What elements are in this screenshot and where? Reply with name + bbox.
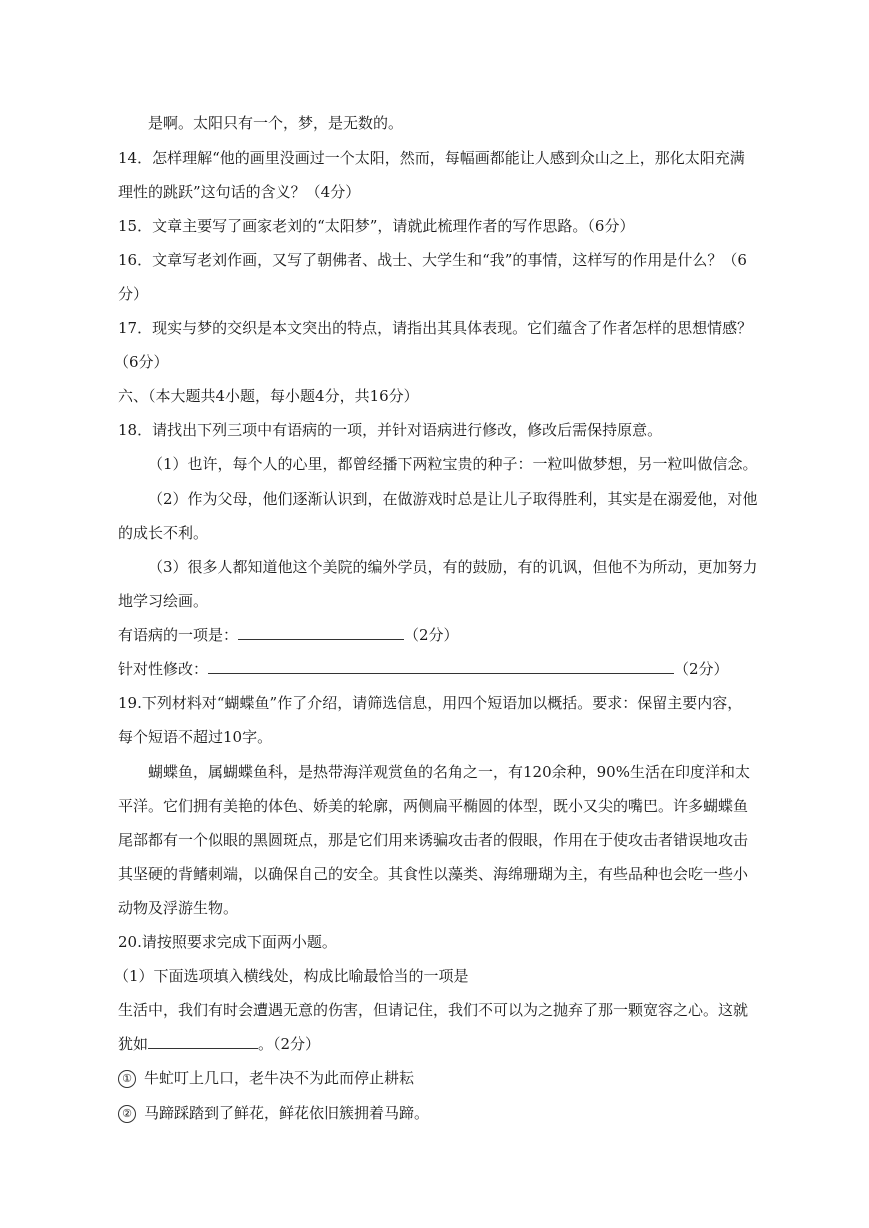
answer-score: （2分） xyxy=(404,626,459,644)
passage-line: 动物及浮游生物。 xyxy=(118,899,239,917)
answer-blank[interactable] xyxy=(208,659,674,674)
answer-line-revision xyxy=(118,659,729,679)
circled-number-2-icon: ② xyxy=(118,1105,136,1123)
answer-score: （2分） xyxy=(674,660,729,678)
sentence-3-cont: 地学习绘画。 xyxy=(118,592,209,610)
sentence-2-cont: 的成长不利。 xyxy=(118,524,209,542)
option-1 xyxy=(118,1068,414,1088)
passage-line: 平洋。它们拥有美艳的体色、娇美的轮廓，两侧扁平椭圆的体型，既小又尖的嘴巴。许多蝴蝶鱼 xyxy=(118,797,749,815)
answer-label: 有语病的一项是： xyxy=(118,626,239,644)
question-20-part-1: （1）下面选项填入横线处，构成比喻最恰当的一项是 xyxy=(114,967,469,985)
answer-blank[interactable] xyxy=(238,625,404,640)
question-19-cont: 每个短语不超过10字。 xyxy=(118,728,273,746)
sentence-1: （1）也许，每个人的心里，都曾经播下两粒宝贵的种子：一粒叫做梦想，另一粒叫做信念。 xyxy=(148,455,758,473)
sentence-2: （2）作为父母，他们逐渐认识到，在做游戏时总是让儿子取得胜利，其实是在溺爱他，对他 xyxy=(148,490,758,508)
question-20-context-cont xyxy=(118,1034,320,1054)
option-2 xyxy=(118,1103,429,1123)
question-17: 17．现实与梦的交织是本文突出的特点，请指出其具体表现。它们蕴含了作者怎样的思想情感？ xyxy=(118,319,753,337)
context-prefix: 犹如 xyxy=(118,1035,149,1053)
paragraph-line: 是啊。太阳只有一个，梦，是无数的。 xyxy=(148,114,404,132)
circled-number-1-icon: ① xyxy=(118,1070,136,1088)
passage-line: 其坚硬的背鳍刺端，以确保自己的安全。其食性以藻类、海绵珊瑚为主，有些品种也会吃一些小 xyxy=(118,865,749,883)
answer-label: 针对性修改： xyxy=(118,660,209,678)
answer-line-faulty-item xyxy=(118,625,459,645)
question-16: 16．文章写老刘作画，又写了朝佛者、战士、大学生和“我”的事情，这样写的作用是什么？（6 xyxy=(118,251,747,269)
passage-line: 蝴蝶鱼，属蝴蝶鱼科，是热带海洋观赏鱼的名角之一，有120余种，90%生活在印度洋和太 xyxy=(148,763,750,781)
question-19: 19.下列材料对“蝴蝶鱼”作了介绍，请筛选信息，用四个短语加以概括。要求：保留主要内容， xyxy=(118,694,743,712)
question-15: 15．文章主要写了画家老刘的“太阳梦”，请就此梳理作者的写作思路。（6分） xyxy=(118,217,635,235)
option-text: 牛虻叮上几口，老牛决不为此而停止耕耘 xyxy=(144,1069,415,1087)
passage-line: 尾部都有一个似眼的黑圆斑点，那是它们用来诱骗攻击者的假眼，作用在于使攻击者错误地攻击 xyxy=(118,831,749,849)
sentence-3: （3）很多人都知道他这个美院的编外学员，有的鼓励，有的讥讽，但他不为所动，更加努力 xyxy=(148,558,758,576)
option-text: 马蹄踩踏到了鲜花，鲜花依旧簇拥着马蹄。 xyxy=(144,1104,430,1122)
question-20-context: 生活中，我们有时会遭遇无意的伤害，但请记住，我们不可以为之抛弃了那一颗宽容之心。这就 xyxy=(118,1001,749,1019)
fill-in-blank[interactable] xyxy=(148,1034,258,1049)
section-six-heading: 六、（本大题共4小题，每小题4分，共16分） xyxy=(118,387,419,405)
question-17-cont: （6分） xyxy=(114,353,169,371)
context-suffix: 。（2分） xyxy=(258,1035,321,1053)
question-18: 18．请找出下列三项中有语病的一项，并针对语病进行修改，修改后需保持原意。 xyxy=(118,421,663,439)
question-14: 14．怎样理解“他的画里没画过一个太阳，然而，每幅画都能让人感到众山之上，那化太阳充满 xyxy=(118,149,745,167)
question-20: 20.请按照要求完成下面两小题。 xyxy=(118,933,337,951)
question-16-cont: 分） xyxy=(118,285,149,303)
question-14-cont: 理性的跳跃”这句话的含义？（4分） xyxy=(118,183,361,201)
